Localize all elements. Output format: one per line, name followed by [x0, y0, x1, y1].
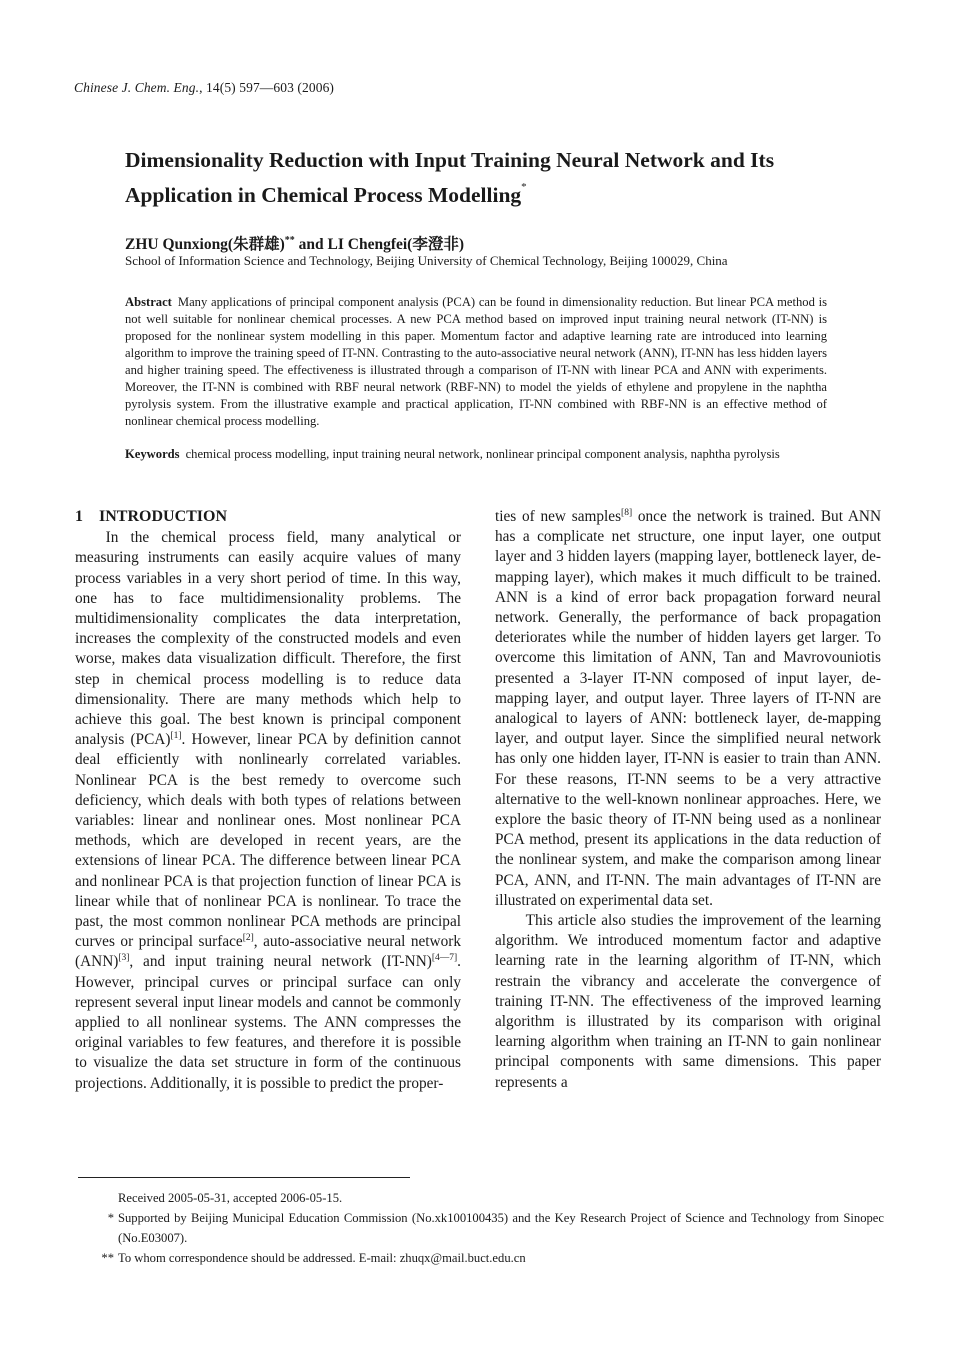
paper-title-text: Dimensionality Reduction with Input Training Neural Network and Its Application in Chemical Process Modelling — [125, 148, 775, 208]
author-line — [125, 232, 464, 254]
keywords-label: Keywords — [125, 447, 180, 461]
abstract-text: Many applications of principal component analysis (PCA) can be found in dimensionality reduction. But linear PCA method is not well suitable for nonlinear chemical processes. A new PCA method based on improved input training neural network (IT-NN) is proposed for the nonlinear system modelling in this paper. Momentum factor and adaptive learning rate are introduced into learning algorithm to improve the training speed of IT-NN. Contrasting to the auto-associative neural network (ANN), IT-NN has less hidden layers and higher training speed. The effectiveness is illustrated through a comparison of IT-NN with linear PCA and ANN with experiments. Moreover, the IT-NN is combined with RBF neural network (RBF-NN) to model the yields of ethylene and propylene in the naphtha pyrolysis system. From the illustrative example and practical application, IT-NN combined with RBF-NN is an effective method of nonlinear chemical process modelling. — [125, 295, 827, 428]
title-footnote-mark: * — [521, 181, 527, 193]
received-date: Received 2005-05-31, accepted 2006-05-15. — [118, 1191, 343, 1205]
journal-citation — [74, 80, 334, 96]
footnote-divider — [78, 1177, 410, 1178]
author-conjunction: and — [294, 236, 328, 253]
text-run: . However, linear PCA by definition cannot deal efficiently with nonlinearly correlated variables. Nonlinear PCA is the best remedy to overcome such deficiency, which deals with both types of relations between variables: linear and nonlinear ones. Most nonlinear PCA methods, which are developed in recent years, are the extensions of linear PCA. The difference between linear PCA and nonlinear PCA is that projection function of linear PCA is linear while that of nonlinear PCA is nonlinear. To trace the past, the most common nonlinear PCA methods are principal curves or principal surface — [75, 731, 461, 951]
text-run: once the network is trained. But ANN has a complicate net structure, one input layer, one output layer and 3 hidden layers (mapping layer, bottleneck layer, de-mapping layer), which makes it much difficult to be trained. ANN is a kind of error back propagation forward neural network. Generally, the performance of back propagation deteriorates while the number of hidden layers get larger. To overcome this limitation of ANN, Tan and Mavrovouniotis presented a 3-layer IT-NN composed of input layer, de-mapping layer, and output layer. Three layers of IT-NN are analogical to layers of ANN: bottleneck layer, de-mapping layer, and output layer. Since the simplified neural network has only one hidden layer, IT-NN is easier to train than ANN. For these reasons, IT-NN seems to be a very attractive alternative to the well-known nonlinear approaches. Here, we explore the basic theory of IT-NN being used as a nonlinear PCA method, present its applications in the data reduction of the nonlinear system, and make the comparison among linear PCA, ANN, and IT-NN. The main advantages of IT-NN are illustrated on experimental data set. — [495, 508, 881, 909]
right-column — [495, 507, 881, 1093]
text-run: . However, principal curves or principal surface can only represent several input linear models and cannot be commonly applied to all nonlinear systems. The ANN compresses the original variables to few features, and therefore it is possible to visualize the data set structure in form of the continuous projections. Additionally, it is possible to predict the proper- — [75, 953, 461, 1092]
abstract-label: Abstract — [125, 295, 172, 309]
keywords — [125, 446, 827, 463]
footnote-1 — [96, 1208, 884, 1248]
text-run: In the chemical process field, many analytical or measuring instruments can easily acquire values of many process variables in a very short period of time. In this way, one has to face multidimensionality problems. The multidimensionality complicates the data interpretation, increases the complexity of the constructed models and even worse, makes data visualization difficult. Therefore, the first step in chemical process modelling is to reduce data dimensionality. There are many methods which help to achieve this goal. The best known is principal component analysis (PCA) — [75, 529, 461, 749]
intro-paragraph-2: This article also studies the improvement of the learning algorithm. We introduced momentum factor and adaptive learning rate in the learning algorithm of IT-NN, which restrain the vibrancy and accelerate the convergence of training IT-NN. The effectiveness of the improved learning algorithm is illustrated by its comparison with original learning algorithm when training an IT-NN to gain nonlinear principal components with same dimensions. This paper represents a — [495, 912, 881, 1091]
affiliation: School of Information Science and Technology, Beijing University of Chemical Technology, Beijing 100029, China — [125, 253, 728, 268]
footnote-2-mark: ** — [101, 1251, 114, 1265]
text-run: , auto-associative neural network (ANN) — [75, 933, 461, 971]
footnote-2 — [96, 1248, 884, 1268]
abstract — [125, 294, 827, 430]
journal-volume-pages: 14(5) 597—603 (2006) — [206, 80, 335, 95]
intro-paragraph-1-cont — [495, 507, 881, 911]
paper-title — [125, 145, 845, 211]
footnote-2-text: To whom correspondence should be addressed. E-mail: zhuqx@mail.buct.edu.cn — [118, 1251, 526, 1265]
footnotes — [96, 1188, 884, 1268]
text-run: , and input training neural network (IT-NN) — [129, 953, 432, 971]
intro-paragraph-1 — [75, 528, 461, 1094]
citation-ref: [2] — [242, 933, 254, 944]
section-number: 1 — [75, 508, 83, 525]
author-1-mark: ** — [284, 234, 295, 246]
footnote-1-mark: * — [107, 1211, 114, 1225]
citation-ref: [4—7] — [431, 953, 458, 964]
keywords-text: chemical process modelling, input training neural network, nonlinear principal component analysis, naphtha pyrolysis — [185, 447, 780, 461]
author-2: LI Chengfei(李澄非) — [327, 236, 464, 253]
journal-name: Chinese J. Chem. Eng. — [74, 80, 200, 95]
journal-separator: , — [199, 80, 207, 95]
citation-ref: [3] — [118, 953, 130, 964]
section-heading — [75, 507, 461, 527]
left-column — [75, 507, 461, 1094]
text-run: ties of new samples — [495, 508, 622, 525]
footnote-1-text: Supported by Beijing Municipal Education Commission (No.xk100100435) and the Key Research Project of Science and Technology from Sinopec (No.E03007). — [118, 1211, 884, 1245]
citation-ref: [1] — [170, 731, 182, 742]
author-1: ZHU Qunxiong(朱群雄) — [125, 236, 285, 253]
section-title: INTRODUCTION — [99, 508, 228, 525]
citation-ref: [8] — [621, 507, 633, 518]
